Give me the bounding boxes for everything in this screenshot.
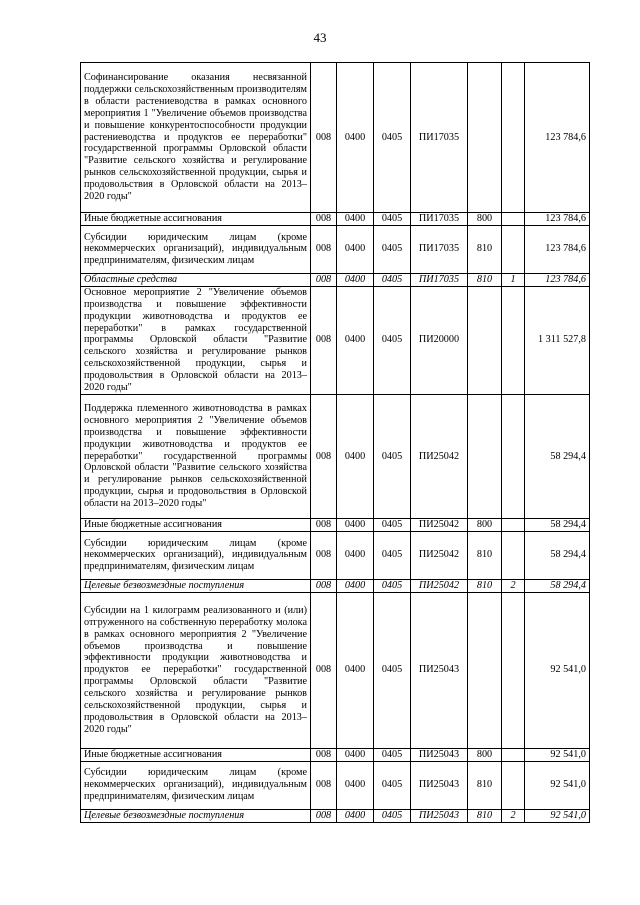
table-row: [81, 518, 590, 531]
row-expense-type: 810: [468, 273, 502, 286]
table-row: [81, 748, 590, 761]
row-expense-type: 810: [468, 225, 502, 273]
row-amount: 58 294,4: [525, 579, 590, 592]
row-section-code: 0400: [337, 273, 374, 286]
row-target-code: ПИ25042: [411, 518, 468, 531]
row-section-code: 0400: [337, 592, 374, 748]
row-admin-code: 008: [311, 213, 337, 226]
row-amount: 92 541,0: [525, 592, 590, 748]
row-subsection-code: 0405: [374, 761, 411, 809]
row-subsection-code: 0405: [374, 518, 411, 531]
row-subsection-code: 0405: [374, 579, 411, 592]
row-description: Основное мероприятие 2 "Увеличение объемов производства и повышение эффективности продукции животноводства и продуктов ее переработки" в рамках государственной программы Орловской области "Развитие сельского хозяйства и регулирование рынков сельскохозяйственной продукции, сырья и продовольствия в Орловской области на 2013–2020 годы": [81, 286, 311, 394]
budget-table: [80, 62, 590, 823]
row-description: Софинансирование оказания несвязанной поддержки сельскохозяйственным производителям в области растениеводства в рамках основного мероприятия 1 "Увеличение объемов производства и повышение конкурентоспособности продукции растениеводства и продуктов ее переработки" государственной программы Орловской области "Развитие сельского хозяйства и регулирование рынков сельскохозяйственной продукции, сырья и продовольствия в Орловской области на 2013–2020 годы": [81, 63, 311, 213]
row-admin-code: 008: [311, 286, 337, 394]
budget-table-body: [81, 63, 590, 823]
row-section-code: 0400: [337, 579, 374, 592]
row-target-code: ПИ25043: [411, 761, 468, 809]
row-expense-type: 800: [468, 213, 502, 226]
row-amount: 92 541,0: [525, 748, 590, 761]
row-subsection-code: 0405: [374, 225, 411, 273]
row-expense-type: 810: [468, 761, 502, 809]
row-amount: 58 294,4: [525, 531, 590, 579]
row-expense-type: [468, 286, 502, 394]
page-number: 43: [313, 30, 327, 45]
row-description: Иные бюджетные ассигнования: [81, 748, 311, 761]
table-row: [81, 531, 590, 579]
row-description: Поддержка племенного животноводства в рамках основного мероприятия 2 "Увеличение объемов производства и повышение эффективности продукции животноводства и продуктов ее переработки" государственной программы Орловской области "Развитие сельского хозяйства и регулирование рынков сельскохозяйственной продукции, сырья и продовольствия в Орловской области на 2013–2020 годы": [81, 394, 311, 518]
row-section-code: 0400: [337, 518, 374, 531]
row-subsection-code: 0405: [374, 748, 411, 761]
row-source-code: 2: [502, 809, 525, 822]
row-source-code: [502, 286, 525, 394]
row-admin-code: 008: [311, 394, 337, 518]
row-admin-code: 008: [311, 225, 337, 273]
row-admin-code: 008: [311, 592, 337, 748]
row-description: Целевые безвозмездные поступления: [81, 579, 311, 592]
row-description: Субсидии на 1 килограмм реализованного и (или) отгруженного на собственную переработку молока в рамках основного мероприятия 2 "Увеличение объемов производства и повышение эффективности продукции животноводства и продуктов ее переработки" государственной программы Орловской области "Развитие сельского хозяйства и регулирование рынков сельскохозяйственной продукции, сырья и продовольствия в Орловской области на 2013–2020 годы": [81, 592, 311, 748]
row-description: Иные бюджетные ассигнования: [81, 518, 311, 531]
row-source-code: [502, 225, 525, 273]
row-target-code: ПИ25043: [411, 592, 468, 748]
row-subsection-code: 0405: [374, 592, 411, 748]
table-row: [81, 809, 590, 822]
row-subsection-code: 0405: [374, 531, 411, 579]
row-target-code: ПИ25042: [411, 579, 468, 592]
row-target-code: ПИ17035: [411, 225, 468, 273]
row-section-code: 0400: [337, 748, 374, 761]
row-description: Целевые безвозмездные поступления: [81, 809, 311, 822]
row-expense-type: [468, 394, 502, 518]
row-expense-type: [468, 592, 502, 748]
row-subsection-code: 0405: [374, 273, 411, 286]
row-description: Иные бюджетные ассигнования: [81, 213, 311, 226]
row-amount: 123 784,6: [525, 213, 590, 226]
row-admin-code: 008: [311, 579, 337, 592]
table-row: [81, 225, 590, 273]
row-amount: 123 784,6: [525, 225, 590, 273]
row-admin-code: 008: [311, 761, 337, 809]
row-subsection-code: 0405: [374, 394, 411, 518]
row-admin-code: 008: [311, 531, 337, 579]
row-admin-code: 008: [311, 748, 337, 761]
row-expense-type: 810: [468, 579, 502, 592]
row-amount: 92 541,0: [525, 761, 590, 809]
row-source-code: [502, 518, 525, 531]
row-amount: 1 311 527,8: [525, 286, 590, 394]
row-admin-code: 008: [311, 273, 337, 286]
table-row: [81, 579, 590, 592]
row-target-code: ПИ25043: [411, 809, 468, 822]
row-description: Субсидии юридическим лицам (кроме некоммерческих организаций), индивидуальным предпринимателям, физическим лицам: [81, 761, 311, 809]
row-amount: 92 541,0: [525, 809, 590, 822]
table-row: [81, 286, 590, 394]
row-admin-code: 008: [311, 518, 337, 531]
row-source-code: [502, 748, 525, 761]
table-row: [81, 213, 590, 226]
row-source-code: 1: [502, 273, 525, 286]
row-description: Областные средства: [81, 273, 311, 286]
row-amount: 58 294,4: [525, 394, 590, 518]
table-row: [81, 273, 590, 286]
row-source-code: 2: [502, 579, 525, 592]
row-section-code: 0400: [337, 286, 374, 394]
row-target-code: ПИ25043: [411, 748, 468, 761]
row-expense-type: 810: [468, 531, 502, 579]
row-source-code: [502, 761, 525, 809]
row-section-code: 0400: [337, 394, 374, 518]
row-amount: 123 784,6: [525, 273, 590, 286]
row-target-code: ПИ17035: [411, 213, 468, 226]
row-source-code: [502, 531, 525, 579]
row-expense-type: 800: [468, 748, 502, 761]
row-expense-type: 800: [468, 518, 502, 531]
row-section-code: 0400: [337, 531, 374, 579]
row-section-code: 0400: [337, 63, 374, 213]
row-source-code: [502, 592, 525, 748]
table-row: [81, 761, 590, 809]
table-row: [81, 63, 590, 213]
row-subsection-code: 0405: [374, 63, 411, 213]
row-description: Субсидии юридическим лицам (кроме некоммерческих организаций), индивидуальным предпринимателям, физическим лицам: [81, 531, 311, 579]
row-admin-code: 008: [311, 809, 337, 822]
row-section-code: 0400: [337, 213, 374, 226]
row-source-code: [502, 63, 525, 213]
row-amount: 123 784,6: [525, 63, 590, 213]
row-source-code: [502, 213, 525, 226]
row-target-code: ПИ20000: [411, 286, 468, 394]
row-target-code: ПИ25042: [411, 394, 468, 518]
row-section-code: 0400: [337, 809, 374, 822]
table-row: [81, 592, 590, 748]
row-expense-type: 810: [468, 809, 502, 822]
row-section-code: 0400: [337, 225, 374, 273]
row-section-code: 0400: [337, 761, 374, 809]
row-target-code: ПИ17035: [411, 63, 468, 213]
row-subsection-code: 0405: [374, 213, 411, 226]
row-admin-code: 008: [311, 63, 337, 213]
row-description: Субсидии юридическим лицам (кроме некоммерческих организаций), индивидуальным предпринимателям, физическим лицам: [81, 225, 311, 273]
row-source-code: [502, 394, 525, 518]
row-target-code: ПИ17035: [411, 273, 468, 286]
row-target-code: ПИ25042: [411, 531, 468, 579]
row-subsection-code: 0405: [374, 286, 411, 394]
row-amount: 58 294,4: [525, 518, 590, 531]
row-subsection-code: 0405: [374, 809, 411, 822]
row-expense-type: [468, 63, 502, 213]
table-row: [81, 394, 590, 518]
